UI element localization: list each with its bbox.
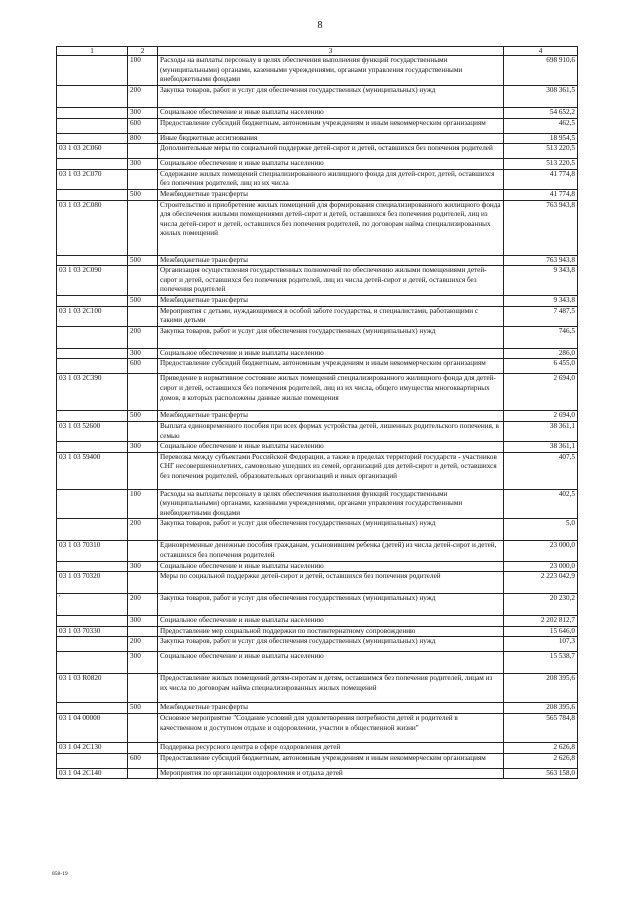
row-expense-type: 600: [128, 118, 158, 133]
row-code: [57, 442, 128, 453]
row-description: Закупка товаров, работ и услуг для обеспечения государственных (муниципальных) нужд: [158, 326, 504, 348]
row-code: 03 1 03 2С390: [57, 374, 128, 411]
row-description: Меры по социальной поддержке детей-сирот и детей, оставшихся без попечения родителей: [158, 572, 504, 594]
row-code: [57, 561, 128, 572]
row-amount: 746,5: [504, 326, 578, 348]
row-expense-type: 600: [128, 753, 158, 768]
table-row: [57, 133, 578, 144]
row-description: Перевозка между субъектами Российской Федерации, а также в пределах территорий государств - участников СНГ несовершеннолетних, самовольно ушедших из семей, организаций для детей-сирот и детей, оставшихся без попечения родителей, образовательных организаций и иных организаций: [158, 452, 504, 489]
row-expense-type: [128, 768, 158, 779]
row-amount: 565 784,8: [504, 714, 578, 743]
row-expense-type: 500: [128, 703, 158, 714]
row-expense-type: [128, 374, 158, 411]
row-description: Социальное обеспечение и иные выплаты населению: [158, 348, 504, 359]
row-amount: 9 343,8: [504, 295, 578, 306]
row-expense-type: [128, 306, 158, 326]
row-expense-type: 200: [128, 594, 158, 616]
row-expense-type: 200: [128, 326, 158, 348]
table-row: [57, 703, 578, 714]
table-row: [57, 626, 578, 637]
table-row: [57, 519, 578, 541]
row-description: Дополнительные меры по социальной поддержке детей-сирот и детей, оставшихся без попечения родителей: [158, 144, 504, 159]
row-expense-type: 300: [128, 348, 158, 359]
row-code: [57, 255, 128, 266]
row-expense-type: 500: [128, 295, 158, 306]
table-row: [57, 295, 578, 306]
table-row: [57, 452, 578, 489]
row-amount: 513 220,5: [504, 159, 578, 170]
row-amount: 7 487,5: [504, 306, 578, 326]
row-amount: 208 395,6: [504, 674, 578, 703]
row-code: 03 1 03 52600: [57, 421, 128, 441]
row-expense-type: [128, 572, 158, 594]
row-expense-type: [128, 266, 158, 296]
row-amount: 41 774,8: [504, 189, 578, 200]
table-row: [57, 594, 578, 616]
row-description: Закупка товаров, работ и услуг для обеспечения государственных (муниципальных) нужд: [158, 637, 504, 652]
row-expense-type: 200: [128, 637, 158, 652]
row-expense-type: 300: [128, 652, 158, 674]
row-description: Мероприятия с детьми, нуждающимися в особой заботе государства, и специалистами, работающими с такими детьми: [158, 306, 504, 326]
row-expense-type: 200: [128, 86, 158, 108]
row-code: [57, 616, 128, 627]
row-amount: 20 230,2: [504, 594, 578, 616]
row-description: Приведение в нормативное состояние жилых помещений специализированного жилищного фонда для детей-сирот и детей, оставшихся без попечения родителей, лиц из их числа, общего имущества многоквартирных домов, в которых расположены данные жилые помещения: [158, 374, 504, 411]
table-row: [57, 306, 578, 326]
table-row: [57, 326, 578, 348]
row-description: Иные бюджетные ассигнования: [158, 133, 504, 144]
row-amount: 38 361,1: [504, 442, 578, 453]
row-expense-type: 500: [128, 411, 158, 422]
row-expense-type: 300: [128, 108, 158, 119]
table-row: [57, 652, 578, 674]
row-description: Содержание жилых помещений специализированного жилищного фонда для детей-сирот, детей, оставшихся без попечения родителей, лиц из их числа: [158, 169, 504, 189]
row-amount: 6 455,0: [504, 359, 578, 374]
row-expense-type: 100: [128, 56, 158, 86]
row-amount: 286,0: [504, 348, 578, 359]
row-code: 03 1 03 59400: [57, 452, 128, 489]
row-expense-type: [128, 743, 158, 754]
row-amount: 2 223 042,9: [504, 572, 578, 594]
row-description: Единовременные денежные пособия гражданам, усыновившим ребенка (детей) из числа детей-сирот и детей, оставшихся без попечения родителей: [158, 541, 504, 561]
row-amount: 2 694,0: [504, 374, 578, 411]
row-expense-type: [128, 200, 158, 255]
row-expense-type: [128, 452, 158, 489]
row-code: 03 1 03 2С100: [57, 306, 128, 326]
header-cell: 1: [57, 47, 128, 56]
row-code: 03 1 03 2С070: [57, 169, 128, 189]
row-amount: 513 220,5: [504, 144, 578, 159]
header-row: [57, 47, 578, 56]
document-code: 858-19: [52, 871, 68, 877]
row-description: Предоставление субсидий бюджетным, автономным учреждениям и иным некоммерческим организациям: [158, 359, 504, 374]
row-code: [57, 133, 128, 144]
table-row: [57, 442, 578, 453]
page-number: 8: [317, 20, 323, 31]
row-description: Поддержка ресурсного центра в сфере оздоровления детей: [158, 743, 504, 754]
header-cell: 4: [504, 47, 578, 56]
row-amount: 2 626,8: [504, 753, 578, 768]
header-cell: 2: [128, 47, 158, 56]
table-row: [57, 616, 578, 627]
row-amount: 402,5: [504, 489, 578, 519]
row-description: Закупка товаров, работ и услуг для обеспечения государственных (муниципальных) нужд: [158, 519, 504, 541]
table-row: [57, 561, 578, 572]
row-code: [57, 519, 128, 541]
table-row: [57, 144, 578, 159]
row-description: Социальное обеспечение и иные выплаты населению: [158, 442, 504, 453]
row-expense-type: [128, 541, 158, 561]
row-amount: 308 361,5: [504, 86, 578, 108]
row-amount: 9 343,8: [504, 266, 578, 296]
row-amount: 763 943,8: [504, 255, 578, 266]
row-amount: 763 943,8: [504, 200, 578, 255]
table-row: [57, 266, 578, 296]
row-description: Предоставление субсидий бюджетным, автономным учреждениям и иным некоммерческим организациям: [158, 753, 504, 768]
row-expense-type: 300: [128, 159, 158, 170]
row-description: Социальное обеспечение и иные выплаты населению: [158, 108, 504, 119]
row-amount: 407,5: [504, 452, 578, 489]
table-row: [57, 359, 578, 374]
row-description: Межбюджетные трансферты: [158, 295, 504, 306]
row-code: [57, 189, 128, 200]
table-row: [57, 743, 578, 754]
table-body: [57, 56, 578, 779]
row-expense-type: [128, 674, 158, 703]
row-description: Выплата единовременного пособия при всех формах устройства детей, лишенных родительского попечения, в семью: [158, 421, 504, 441]
row-expense-type: [128, 421, 158, 441]
table-row: [57, 189, 578, 200]
row-code: 03 1 04 2С130: [57, 743, 128, 754]
row-code: [57, 703, 128, 714]
row-code: [57, 159, 128, 170]
row-amount: 107,3: [504, 637, 578, 652]
table-row: [57, 374, 578, 411]
table-row: [57, 108, 578, 119]
row-amount: 462,5: [504, 118, 578, 133]
row-amount: 5,0: [504, 519, 578, 541]
table-row: [57, 489, 578, 519]
row-amount: 38 361,1: [504, 421, 578, 441]
row-amount: 15 538,7: [504, 652, 578, 674]
row-description: Организация осуществления государственных полномочий по обеспечению жилыми помещениями детей-сирот и детей, оставшихся без попечения родителей, лиц из числа детей-сирот и детей, оставшихся без попечения родителей: [158, 266, 504, 296]
row-amount: 698 910,6: [504, 56, 578, 86]
row-description: Расходы на выплаты персоналу в целях обеспечения выполнения функций государственными (муниципальными) органами, казенными учреждениями, органами управления государственными внебюджетными фондами: [158, 489, 504, 519]
row-code: [57, 753, 128, 768]
row-code: 03 1 03 2С060: [57, 144, 128, 159]
row-description: Межбюджетные трансферты: [158, 189, 504, 200]
row-description: Социальное обеспечение и иные выплаты населению: [158, 159, 504, 170]
table-row: [57, 348, 578, 359]
budget-table: [56, 46, 578, 779]
table-row: [57, 118, 578, 133]
table-row: [57, 572, 578, 594]
row-code: ': [57, 594, 128, 616]
row-description: Межбюджетные трансферты: [158, 255, 504, 266]
row-code: [57, 295, 128, 306]
row-amount: 23 000,0: [504, 561, 578, 572]
row-amount: 2 694,0: [504, 411, 578, 422]
row-amount: 563 158,0: [504, 768, 578, 779]
row-amount: 208 395,6: [504, 703, 578, 714]
row-amount: 41 774,8: [504, 169, 578, 189]
table-row: [57, 421, 578, 441]
row-description: Социальное обеспечение и иные выплаты населению: [158, 616, 504, 627]
row-code: [57, 118, 128, 133]
row-code: 03 1 03 70320: [57, 572, 128, 594]
row-code: [57, 56, 128, 86]
row-description: Предоставление жилых помещений детям-сиротам и детям, оставшимся без попечения родителей, лицам из их числа по договорам найма специализированных жилых помещений: [158, 674, 504, 703]
row-description: Закупка товаров, работ и услуг для обеспечения государственных (муниципальных) нужд: [158, 594, 504, 616]
row-description: Предоставление субсидий бюджетным, автономным учреждениям и иным некоммерческим организациям: [158, 118, 504, 133]
row-expense-type: 500: [128, 189, 158, 200]
table-row: [57, 768, 578, 779]
row-code: 03 1 03 70330: [57, 626, 128, 637]
table-row: [57, 200, 578, 255]
row-description: Мероприятия по организации оздоровления и отдыха детей: [158, 768, 504, 779]
row-amount: 18 954,5: [504, 133, 578, 144]
row-expense-type: 200: [128, 519, 158, 541]
row-expense-type: 600: [128, 359, 158, 374]
table-row: [57, 255, 578, 266]
row-code: [57, 489, 128, 519]
row-code: 03 1 03 2С090: [57, 266, 128, 296]
row-description: Социальное обеспечение и иные выплаты населению: [158, 652, 504, 674]
row-code: [57, 348, 128, 359]
row-expense-type: 100: [128, 489, 158, 519]
row-code: [57, 652, 128, 674]
row-description: Расходы на выплаты персоналу в целях обеспечения выполнения функций государственными (муниципальными) органами, казенными учреждениями, органами управления государственными внебюджетными фондами: [158, 56, 504, 86]
row-code: [57, 411, 128, 422]
row-description: Закупка товаров, работ и услуг для обеспечения государственных (муниципальных) нужд: [158, 86, 504, 108]
table-row: [57, 674, 578, 703]
row-expense-type: [128, 169, 158, 189]
row-description: Межбюджетные трансферты: [158, 703, 504, 714]
row-amount: 23 000,0: [504, 541, 578, 561]
row-amount: 2 626,8: [504, 743, 578, 754]
row-expense-type: 300: [128, 442, 158, 453]
row-code: 03 1 03 R0820: [57, 674, 128, 703]
table-row: [57, 753, 578, 768]
row-expense-type: 800: [128, 133, 158, 144]
row-amount: 54 652,2: [504, 108, 578, 119]
row-amount: 15 646,0: [504, 626, 578, 637]
row-code: [57, 326, 128, 348]
row-description: Основное мероприятие "Создание условий для удовлетворения потребности детей и родителей в качественном и доступном отдыхе и оздоровлении, участии в общественной жизни": [158, 714, 504, 743]
table-row: [57, 159, 578, 170]
row-expense-type: 300: [128, 616, 158, 627]
table-row: [57, 169, 578, 189]
row-code: [57, 637, 128, 652]
row-code: 03 1 03 2С080: [57, 200, 128, 255]
row-amount: 2 202 812,7: [504, 616, 578, 627]
row-expense-type: [128, 714, 158, 743]
table-row: [57, 541, 578, 561]
row-description: Межбюджетные трансферты: [158, 411, 504, 422]
row-expense-type: [128, 144, 158, 159]
table-row: [57, 637, 578, 652]
row-code: [57, 359, 128, 374]
table-row: [57, 411, 578, 422]
row-description: Социальное обеспечение и иные выплаты населению: [158, 561, 504, 572]
table-row: [57, 86, 578, 108]
row-code: 03 1 04 00000: [57, 714, 128, 743]
row-code: 03 1 04 2С140: [57, 768, 128, 779]
row-code: [57, 108, 128, 119]
row-code: [57, 86, 128, 108]
table-row: [57, 714, 578, 743]
row-expense-type: [128, 626, 158, 637]
row-expense-type: 500: [128, 255, 158, 266]
row-expense-type: 300: [128, 561, 158, 572]
row-code: 03 1 03 70310: [57, 541, 128, 561]
row-description: Предоставление мер социальной поддержки по постинтернатному сопровождению: [158, 626, 504, 637]
header-cell: 3: [158, 47, 504, 56]
table-row: [57, 56, 578, 86]
row-description: Строительство и приобретение жилых помещений для формирования специализированного жилищного фонда для обеспечения жилыми помещениями детей-сирот и детей, оставшихся без попечения родителей, лиц из числа детей-сирот и детей, оставшихся без попечения родителей, по договорам найма специализированных жилых помещений: [158, 200, 504, 255]
